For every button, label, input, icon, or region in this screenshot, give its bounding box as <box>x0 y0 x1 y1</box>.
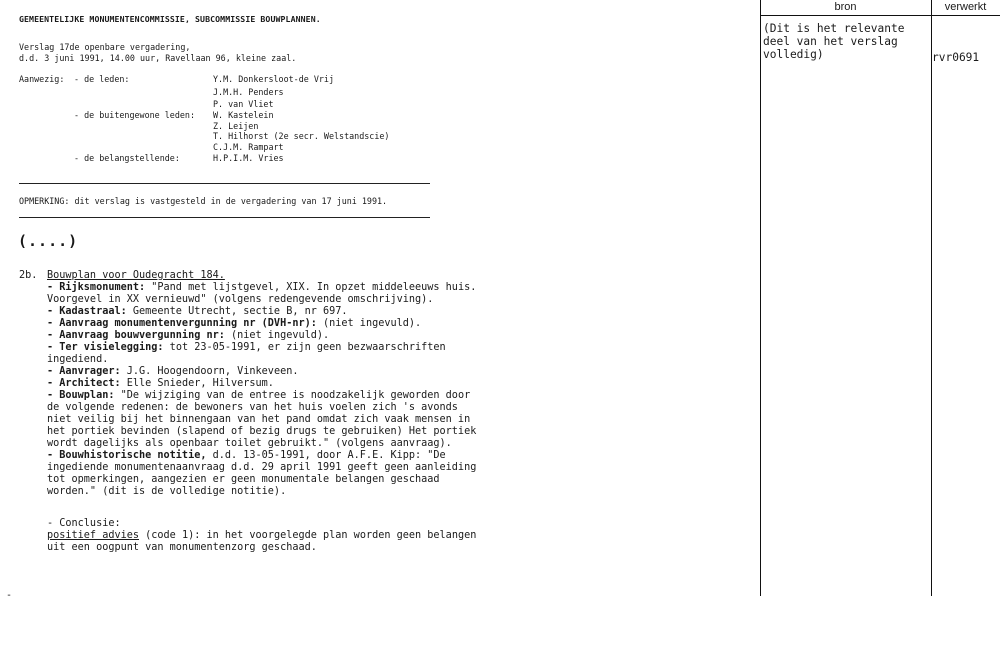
detail-line <box>47 378 274 390</box>
advice-text: (code 1): in het voorgelegde plan worden geen belangen <box>139 530 477 541</box>
divider-bottom <box>19 217 430 218</box>
group-label-buitengewone: - de buitengewone leden: <box>74 110 196 120</box>
detail-key: - Aanvraag monumentenvergunning nr (DVH-nr): <box>47 318 317 329</box>
detail-value: Voorgevel in XX vernieuwd" (volgens redengevende omschrijving). <box>47 294 434 305</box>
document-title: GEMEENTELIJKE MONUMENTENCOMMISSIE, SUBCOMMISSIE BOUWPLANNEN. <box>19 14 321 24</box>
attendee-name: P. van Vliet <box>213 99 274 109</box>
detail-value: J.G. Hoogendoorn, Vinkeveen. <box>120 366 299 377</box>
detail-line <box>47 450 446 462</box>
detail-key: - Bouwhistorische notitie, <box>47 450 207 461</box>
group-label-belangstellende: - de belangstellende: <box>74 153 180 163</box>
detail-line <box>47 438 452 450</box>
attendee-name: Y.M. Donkersloot-de Vrij <box>213 74 335 84</box>
advice-label: positief advies <box>47 530 140 541</box>
detail-line <box>47 402 458 414</box>
detail-key: - Ter visielegging: <box>47 342 164 353</box>
margin-mark: - <box>6 590 13 601</box>
attendee-name: W. Kastelein <box>213 110 274 120</box>
detail-value: Gemeente Utrecht, sectie B, nr 697. <box>126 306 348 317</box>
divider-top <box>19 183 430 184</box>
advice-line-2: uit een oogpunt van monumentenzorg geschaad. <box>47 542 317 553</box>
detail-line <box>47 426 476 438</box>
detail-line <box>47 366 298 378</box>
header-underline <box>760 15 1000 16</box>
detail-line <box>47 318 421 330</box>
item-number: 2b. <box>19 270 38 281</box>
detail-value: wordt dagelijks als openbaar toilet gebruikt." (volgens aanvraag). <box>47 438 452 449</box>
detail-line <box>47 306 348 318</box>
attendee-name: T. Hilhorst (2e secr. Welstandscie) <box>213 131 390 141</box>
column-divider <box>931 0 932 596</box>
meeting-line-2: d.d. 3 juni 1991, 14.00 uur, Ravellaan 96, kleine zaal. <box>19 53 297 63</box>
detail-line <box>47 354 108 366</box>
detail-key: - Architect: <box>47 378 121 389</box>
detail-line <box>47 414 470 426</box>
remark-label: OPMERKING: <box>19 196 70 206</box>
detail-line <box>47 282 476 294</box>
detail-key: - Aanvraag bouwvergunning nr: <box>47 330 225 341</box>
detail-line <box>47 462 476 474</box>
detail-value: ingediend. <box>47 354 109 365</box>
column-header-verwerkt: verwerkt <box>944 1 987 13</box>
bron-note: (Dit is het relevante deel van het verslag volledig) <box>763 22 905 62</box>
detail-value: het portiek bevinden (slapend of bezig drugs te gebruiken) Het portiek <box>47 426 477 437</box>
remark-text: dit verslag is vastgesteld in de vergadering van 17 juni 1991. <box>69 196 388 206</box>
detail-value: tot opmerkingen, aangezien er geen monumentale belangen geschaad <box>47 474 440 485</box>
attendee-name: Z. Leijen <box>213 121 259 131</box>
detail-value: "Pand met lijstgevel, XIX. In opzet middeleeuws huis. <box>145 282 477 293</box>
detail-key: - Bouwplan: <box>47 390 115 401</box>
verwerkt-code: rvr0691 <box>932 51 980 64</box>
detail-line <box>47 474 440 486</box>
detail-value: de volgende redenen: de bewoners van het huis voelen zich 's avonds <box>47 402 458 413</box>
group-label-leden: - de leden: <box>74 74 130 84</box>
detail-line <box>47 342 446 354</box>
detail-value: niet veilig bij het binnengaan van het pand omdat zich vaak mensen in <box>47 414 471 425</box>
detail-line <box>47 486 286 498</box>
detail-line <box>47 390 470 402</box>
omission-marker: (....) <box>18 232 79 250</box>
detail-value: "De wijziging van de entree is noodzakelijk geworden door <box>114 390 471 401</box>
detail-value: ingediende monumentenaanvraag d.d. 29 april 1991 geeft geen aanleiding <box>47 462 477 473</box>
detail-value: worden." (dit is de volledige notitie). <box>47 486 287 497</box>
remark <box>19 196 387 207</box>
conclusion-label: - Conclusie: <box>47 518 121 529</box>
attendee-name: H.P.I.M. Vries <box>213 153 284 163</box>
detail-key: - Aanvrager: <box>47 366 121 377</box>
detail-value: (niet ingevuld). <box>224 330 330 341</box>
detail-key: - Rijksmonument: <box>47 282 146 293</box>
detail-value: (niet ingevuld). <box>316 318 422 329</box>
detail-value: Elle Snieder, Hilversum. <box>120 378 274 389</box>
column-header-bron: bron <box>834 1 857 13</box>
detail-line <box>47 294 433 306</box>
attendee-name: C.J.M. Rampart <box>213 142 284 152</box>
attendance-label: Aanwezig: <box>19 74 65 84</box>
detail-value: d.d. 13-05-1991, door A.F.E. Kipp: "De <box>206 450 446 461</box>
detail-value: tot 23-05-1991, er zijn geen bezwaarschriften <box>163 342 446 353</box>
bron-left-border <box>760 0 761 596</box>
item-heading: Bouwplan voor Oudegracht 184. <box>47 270 225 281</box>
detail-key: - Kadastraal: <box>47 306 127 317</box>
advice-line <box>47 530 476 542</box>
attendee-name: J.M.H. Penders <box>213 87 284 97</box>
meeting-line-1: Verslag 17de openbare vergadering, <box>19 42 191 52</box>
detail-line <box>47 330 329 342</box>
